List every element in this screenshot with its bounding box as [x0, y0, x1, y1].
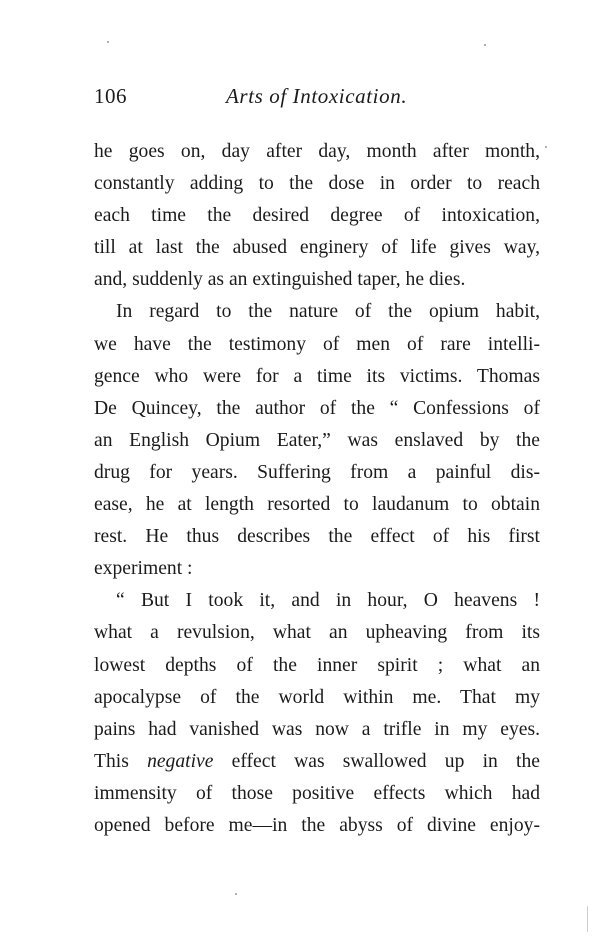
text-line: ease, he at length resorted to laudanum to obtain — [94, 494, 540, 516]
text-line: rest. He thus describes the effect of his first — [94, 526, 540, 548]
text-line: constantly adding to the dose in order to reach — [94, 173, 540, 195]
body-text — [94, 136, 540, 842]
text-line: he goes on, day after day, month after month, — [94, 141, 540, 162]
page-header — [94, 84, 544, 120]
text-line: pains had vanished was now a trifle in my eyes. — [94, 718, 540, 740]
text-line: opened before me—in the abyss of divine enjoy- — [94, 814, 540, 836]
text-line: drug for years. Suffering from a painful dis- — [94, 461, 540, 483]
text-line: each time the desired degree of intoxication, — [94, 205, 540, 227]
paper-speck — [235, 893, 237, 895]
paper-speck — [545, 146, 547, 148]
text-fragment: This — [94, 750, 129, 772]
text-line: In regard to the nature of the opium habit, — [116, 301, 540, 323]
text-line: we have the testimony of men of rare intelli- — [94, 333, 540, 355]
text-line: lowest depths of the inner spirit ; what an — [94, 654, 540, 676]
text-fragment: effect was swallowed up in the — [231, 750, 540, 772]
text-line: “ But I took it, and in hour, O heavens ! — [116, 590, 540, 612]
text-line: experiment : — [94, 558, 193, 580]
text-line: what a revulsion, what an upheaving from its — [94, 622, 540, 644]
text-line: apocalypse of the world within me. That my — [94, 686, 540, 708]
page-number: 106 — [94, 84, 127, 108]
paper-speck — [107, 41, 109, 43]
text-line: an English Opium Eater,” was enslaved by the — [94, 429, 540, 451]
paper-speck — [484, 44, 486, 46]
text-line — [94, 746, 540, 778]
page-edge-mark — [587, 906, 588, 932]
text-line: and, suddenly as an extinguished taper, he dies. — [94, 269, 466, 291]
text-line: till at last the abused enginery of life gives way, — [94, 237, 540, 259]
running-title: Arts of Intoxication. — [226, 84, 408, 108]
text-line: immensity of those positive effects which had — [94, 782, 540, 804]
text-line: gence who were for a time its victims. Thomas — [94, 365, 540, 387]
text-line: De Quincey, the author of the “ Confessions of — [94, 397, 540, 419]
italic-word: negative — [147, 750, 214, 772]
